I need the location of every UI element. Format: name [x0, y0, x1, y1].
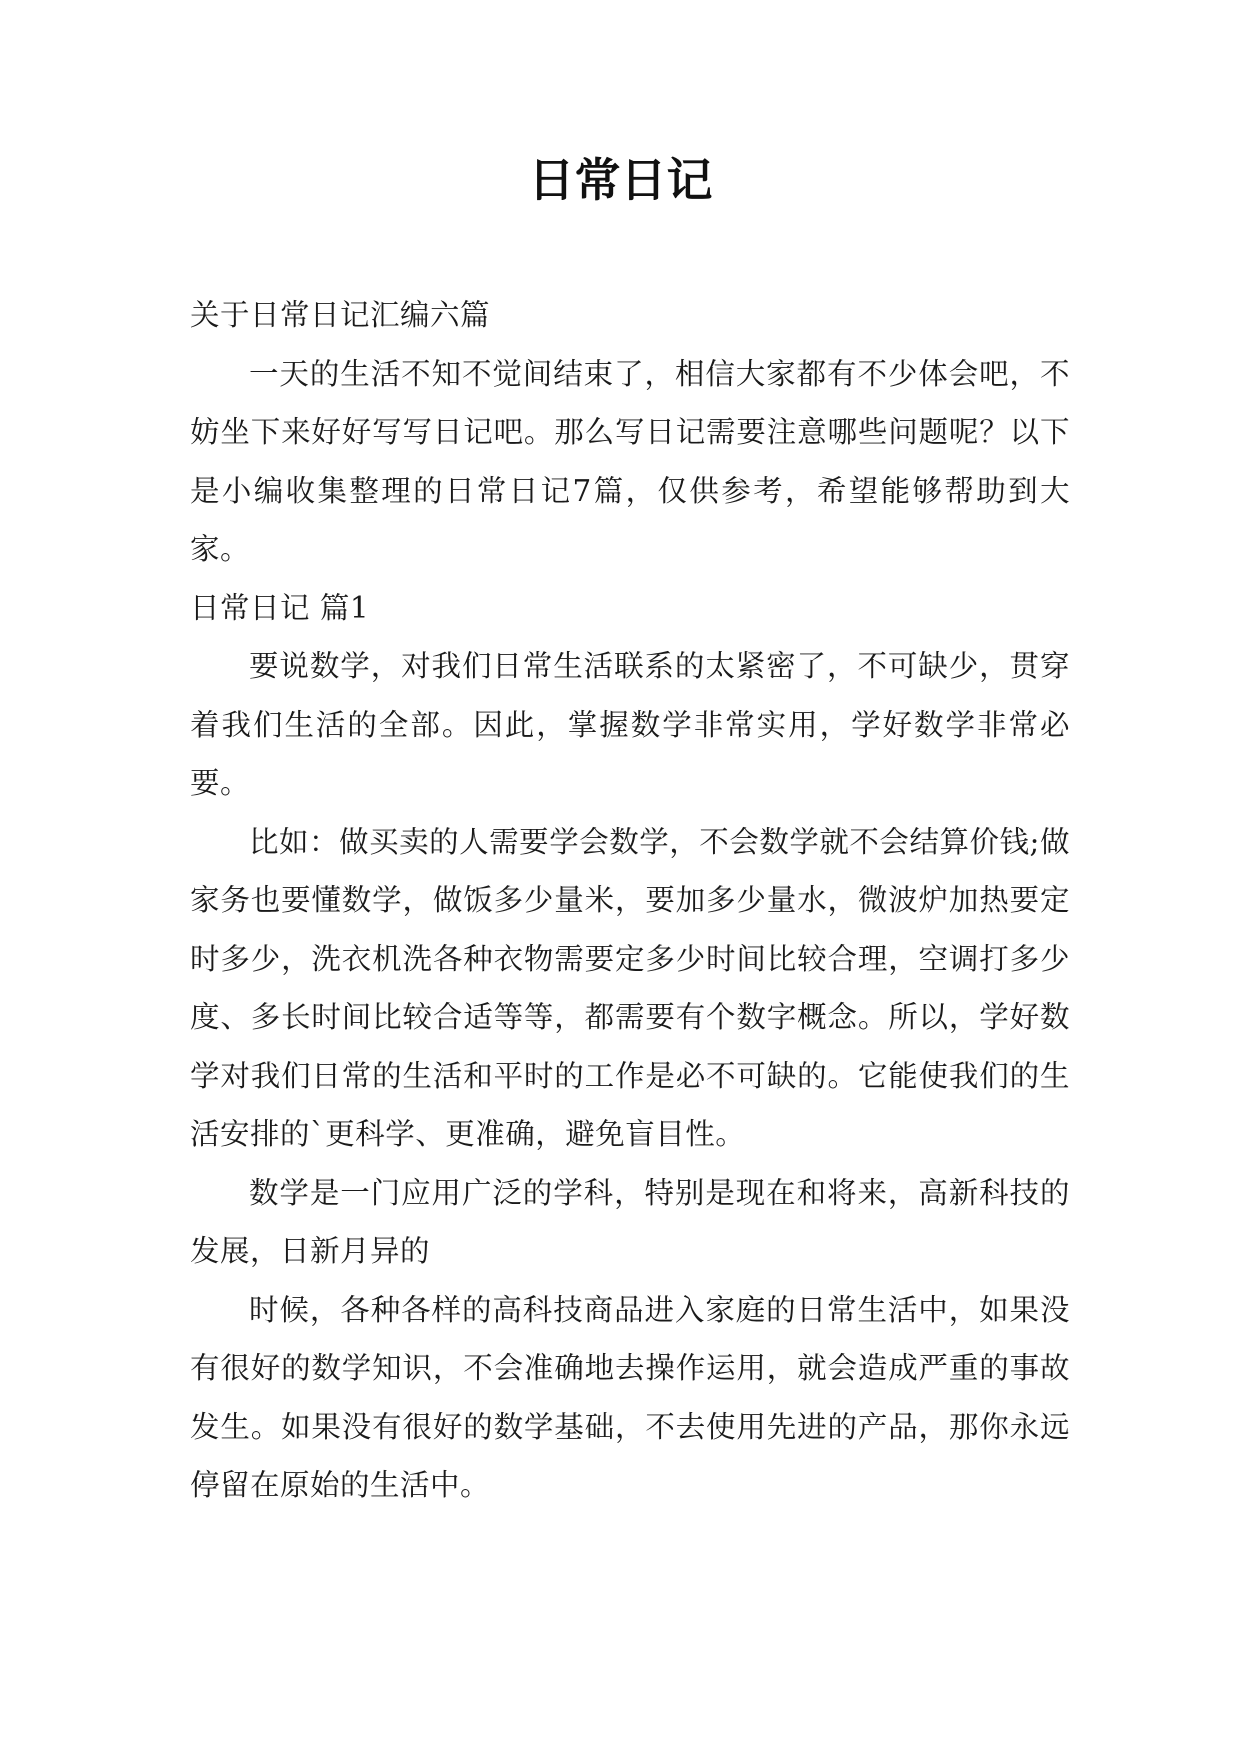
document-body [190, 286, 1070, 1515]
paragraph: 要说数学，对我们日常生活联系的太紧密了，不可缺少，贯穿着我们生活的全部。因此，掌握数学非常实用，学好数学非常必要。 [190, 649, 1070, 800]
paragraph-intro: 一天的生活不知不觉间结束了，相信大家都有不少体会吧，不妨坐下来好好写写日记吧。那么写日记需要注意哪些问题呢？以下是小编收集整理的日常日记7篇，仅供参考，希望能够帮助到大家。 [190, 356, 1070, 566]
section-heading: 日常日记 篇1 [190, 590, 370, 625]
paragraph: 数学是一门应用广泛的学科，特别是现在和将来，高新科技的发展，日新月异的 [190, 1175, 1070, 1268]
paragraph: 比如：做买卖的人需要学会数学，不会数学就不会结算价钱;做家务也要懂数学，做饭多少量米，要加多少量水，微波炉加热要定时多少，洗衣机洗各种衣物需要定多少时间比较合理，空调打多少度、多长时间比较合适等等，都需要有个数字概念。所以，学好数学对我们日常的生活和平时的工作是必不可缺的。它能使我们的生活安排的`更科学、更准确，避免盲目性。 [190, 824, 1070, 1151]
paragraph: 时候，各种各样的高科技商品进入家庭的日常生活中，如果没有很好的数学知识，不会准确地去操作运用，就会造成严重的事故发生。如果没有很好的数学基础，不去使用先进的产品，那你永远停留在原始的生活中。 [190, 1292, 1070, 1502]
document-subtitle: 关于日常日记汇编六篇 [190, 298, 491, 332]
document-title: 日常日记 [528, 153, 713, 207]
